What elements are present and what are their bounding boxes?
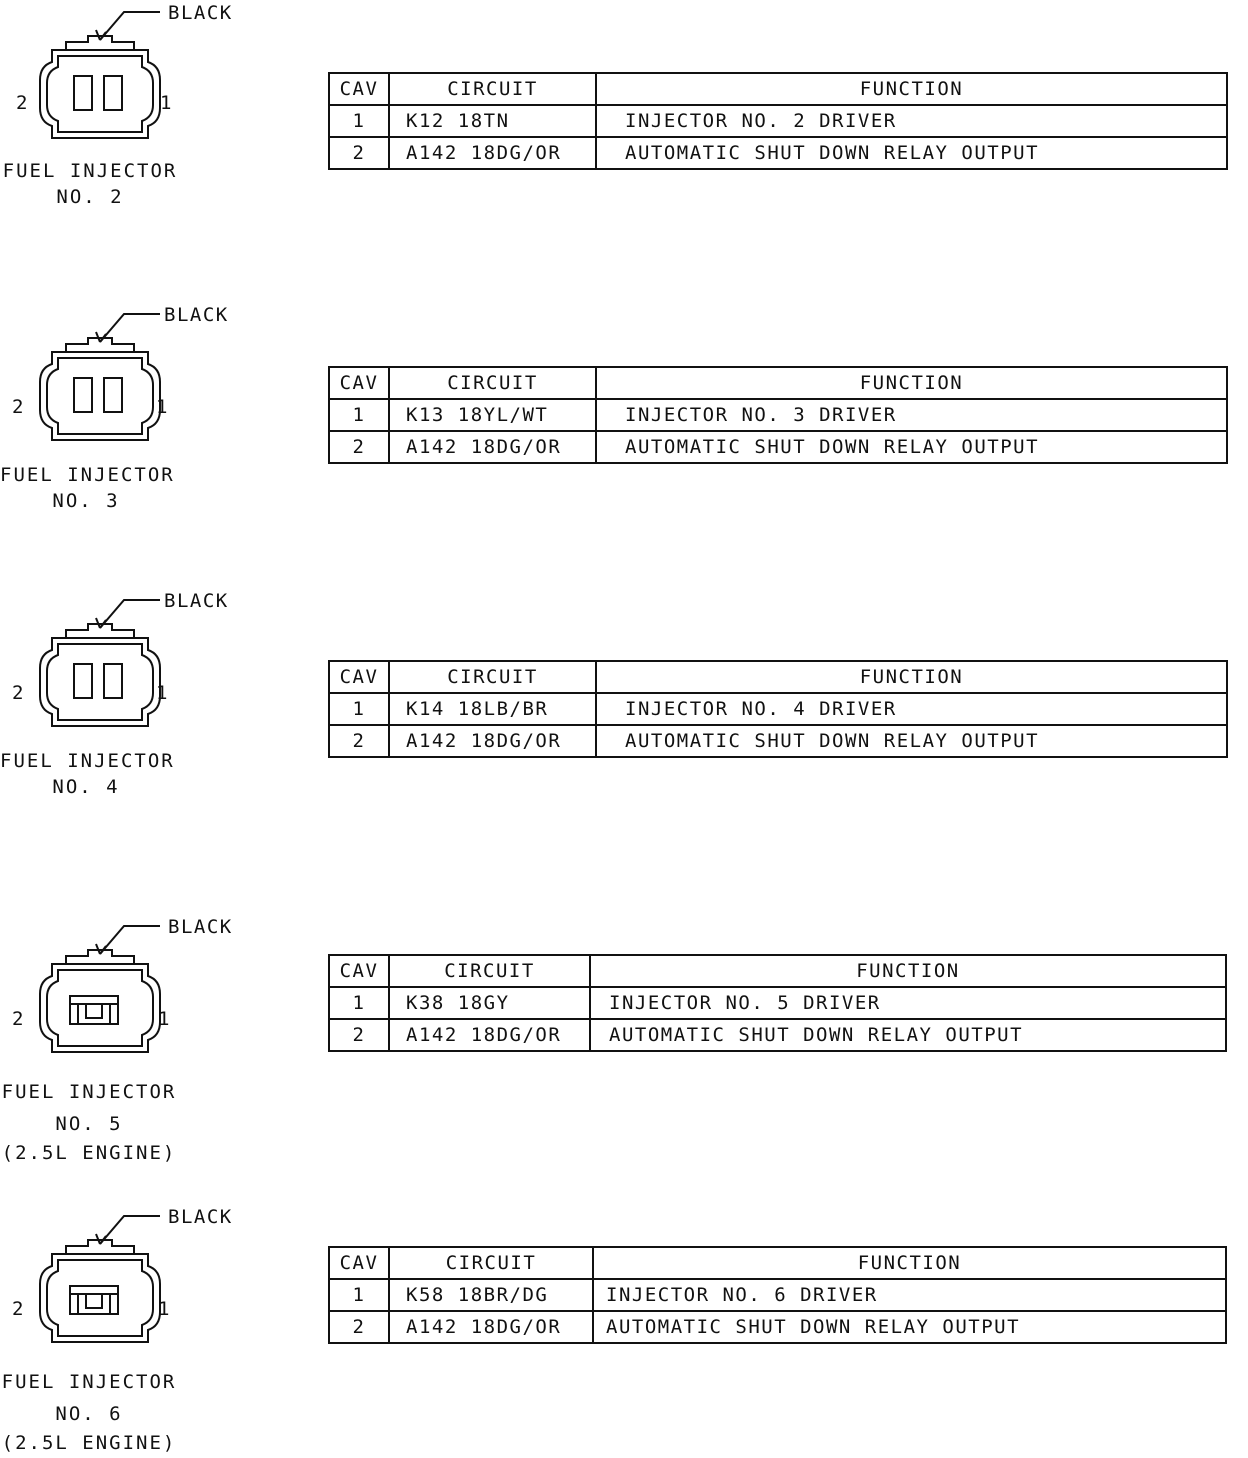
connector-caption xyxy=(0,1076,178,1166)
caption-line: FUEL INJECTOR xyxy=(0,464,175,486)
cavity-2 xyxy=(74,664,92,698)
table-row xyxy=(329,725,1227,757)
cavity-2 xyxy=(74,76,92,110)
caption-line: (2.5L ENGINE) xyxy=(1,1432,177,1454)
caption-line: NO. 6 xyxy=(55,1403,123,1425)
pin-label-1: 1 xyxy=(158,1298,171,1320)
header-cav: CAV xyxy=(329,1247,389,1279)
cell-circuit: A142 18DG/OR xyxy=(389,1311,593,1343)
cell-cav: 2 xyxy=(329,431,389,463)
table-header-row xyxy=(329,955,1226,987)
cavity-2 xyxy=(74,378,92,412)
table-row xyxy=(329,431,1227,463)
header-cav: CAV xyxy=(329,73,389,105)
connector-body-inner xyxy=(47,644,153,720)
header-cav: CAV xyxy=(329,955,389,987)
connector-body-inner xyxy=(47,358,153,434)
cell-cav: 2 xyxy=(329,1311,389,1343)
cell-cav: 1 xyxy=(329,399,389,431)
cell-circuit: K12 18TN xyxy=(389,105,596,137)
table-header-row xyxy=(329,1247,1226,1279)
cell-function: INJECTOR NO. 2 DRIVER xyxy=(596,105,1227,137)
color-label: BLACK xyxy=(164,304,229,326)
pin-table xyxy=(328,954,1227,1052)
header-function: FUNCTION xyxy=(590,955,1226,987)
header-circuit: CIRCUIT xyxy=(389,1247,593,1279)
caption-line: FUEL INJECTOR xyxy=(2,160,178,182)
caption-line: NO. 3 xyxy=(52,490,120,512)
cell-circuit: A142 18DG/OR xyxy=(389,1019,590,1051)
connector-outline-icon xyxy=(0,302,170,452)
pin-label-2: 2 xyxy=(12,1298,25,1320)
cell-cav: 1 xyxy=(329,987,389,1019)
table-header-row xyxy=(329,661,1227,693)
table-row xyxy=(329,1019,1226,1051)
connector-view xyxy=(0,0,260,230)
keyed-cavity-detail xyxy=(70,1004,118,1024)
cavity-1 xyxy=(104,76,122,110)
cell-circuit: K13 18YL/WT xyxy=(389,399,596,431)
header-circuit: CIRCUIT xyxy=(389,367,596,399)
caption-line: FUEL INJECTOR xyxy=(1,1371,177,1393)
caption-line: NO. 2 xyxy=(56,186,124,208)
cell-function: AUTOMATIC SHUT DOWN RELAY OUTPUT xyxy=(596,137,1227,169)
cavity-1 xyxy=(104,378,122,412)
cell-circuit: A142 18DG/OR xyxy=(389,725,596,757)
header-circuit: CIRCUIT xyxy=(389,661,596,693)
cell-circuit: K14 18LB/BR xyxy=(389,693,596,725)
cavity-1 xyxy=(104,664,122,698)
cell-function: AUTOMATIC SHUT DOWN RELAY OUTPUT xyxy=(596,431,1227,463)
cell-function: INJECTOR NO. 4 DRIVER xyxy=(596,693,1227,725)
cell-cav: 1 xyxy=(329,1279,389,1311)
cell-circuit: A142 18DG/OR xyxy=(389,431,596,463)
table-header-row xyxy=(329,73,1227,105)
table-row xyxy=(329,1311,1226,1343)
table-row xyxy=(329,987,1226,1019)
table-row xyxy=(329,105,1227,137)
pin-label-1: 1 xyxy=(156,682,169,704)
cell-function: INJECTOR NO. 6 DRIVER xyxy=(593,1279,1226,1311)
pin-table xyxy=(328,72,1228,170)
pin-label-2: 2 xyxy=(12,1008,25,1030)
connector-view xyxy=(0,914,260,1174)
cell-function: AUTOMATIC SHUT DOWN RELAY OUTPUT xyxy=(590,1019,1226,1051)
cell-function: AUTOMATIC SHUT DOWN RELAY OUTPUT xyxy=(596,725,1227,757)
caption-line: FUEL INJECTOR xyxy=(0,750,175,772)
cell-cav: 2 xyxy=(329,137,389,169)
header-function: FUNCTION xyxy=(596,367,1227,399)
cell-circuit: A142 18DG/OR xyxy=(389,137,596,169)
connector-view xyxy=(0,1204,260,1458)
header-function: FUNCTION xyxy=(593,1247,1226,1279)
cell-function: INJECTOR NO. 5 DRIVER xyxy=(590,987,1226,1019)
cell-function: AUTOMATIC SHUT DOWN RELAY OUTPUT xyxy=(593,1311,1226,1343)
pin-label-2: 2 xyxy=(16,92,29,114)
header-function: FUNCTION xyxy=(596,661,1227,693)
caption-line: (2.5L ENGINE) xyxy=(1,1142,177,1164)
cell-cav: 1 xyxy=(329,105,389,137)
color-label: BLACK xyxy=(168,2,233,24)
keyed-cavity-detail xyxy=(70,1294,118,1314)
caption-line: NO. 4 xyxy=(52,776,120,798)
pin-table xyxy=(328,660,1228,758)
header-cav: CAV xyxy=(329,367,389,399)
header-function: FUNCTION xyxy=(596,73,1227,105)
cell-circuit: K58 18BR/DG xyxy=(389,1279,593,1311)
connector-outline-icon xyxy=(0,588,170,738)
table-row xyxy=(329,137,1227,169)
color-label: BLACK xyxy=(168,1206,233,1228)
connector-outline-icon xyxy=(0,1204,170,1354)
color-label: BLACK xyxy=(168,916,233,938)
cell-cav: 1 xyxy=(329,693,389,725)
connector-view xyxy=(0,588,260,818)
table-header-row xyxy=(329,367,1227,399)
header-circuit: CIRCUIT xyxy=(389,955,590,987)
pin-label-2: 2 xyxy=(12,396,25,418)
pin-table xyxy=(328,366,1228,464)
pin-label-1: 1 xyxy=(156,396,169,418)
connector-outline-icon xyxy=(0,914,170,1064)
connector-outline-icon xyxy=(0,0,170,150)
cell-circuit: K38 18GY xyxy=(389,987,590,1019)
caption-line: FUEL INJECTOR xyxy=(1,1081,177,1103)
table-row xyxy=(329,1279,1226,1311)
connector-caption xyxy=(0,748,175,800)
cell-cav: 2 xyxy=(329,725,389,757)
caption-line: NO. 5 xyxy=(55,1113,123,1135)
pin-table xyxy=(328,1246,1227,1344)
color-label: BLACK xyxy=(164,590,229,612)
pin-label-1: 1 xyxy=(160,92,173,114)
header-circuit: CIRCUIT xyxy=(389,73,596,105)
cell-cav: 2 xyxy=(329,1019,389,1051)
connector-caption xyxy=(0,1366,178,1456)
pin-label-1: 1 xyxy=(158,1008,171,1030)
cell-function: INJECTOR NO. 3 DRIVER xyxy=(596,399,1227,431)
header-cav: CAV xyxy=(329,661,389,693)
connector-view xyxy=(0,302,260,532)
connector-body-inner xyxy=(47,56,153,132)
connector-caption xyxy=(0,462,175,514)
connector-body-inner xyxy=(47,1260,153,1336)
table-row xyxy=(329,693,1227,725)
connector-body-inner xyxy=(47,970,153,1046)
table-row xyxy=(329,399,1227,431)
connector-caption xyxy=(0,158,180,210)
pin-label-2: 2 xyxy=(12,682,25,704)
